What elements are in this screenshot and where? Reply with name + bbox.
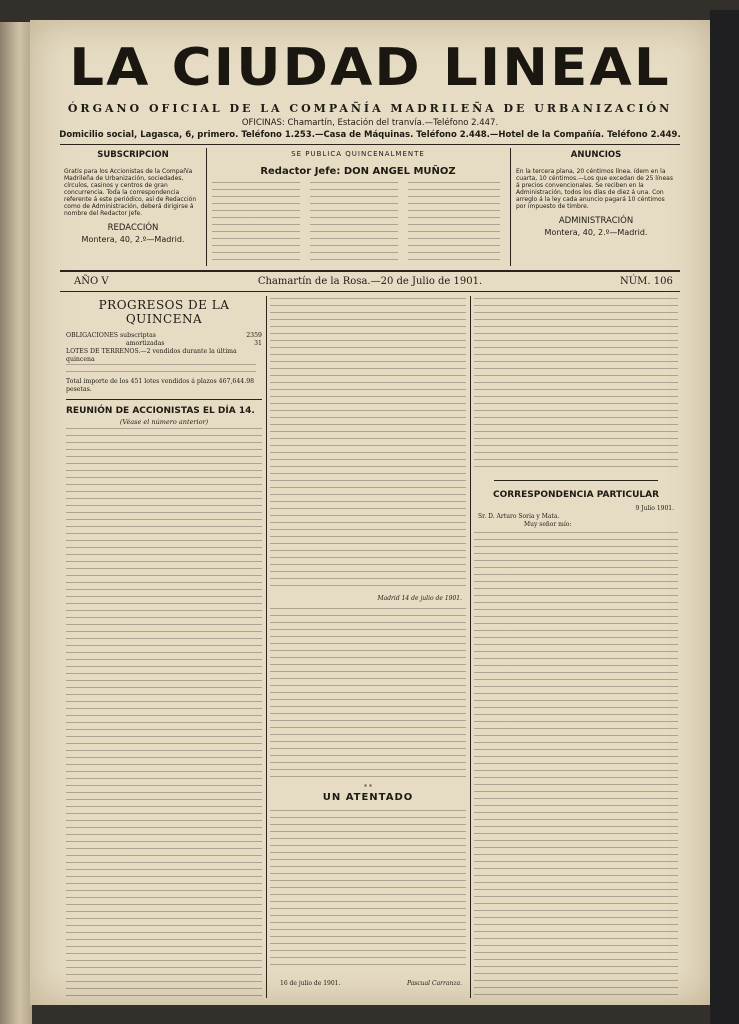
issue-number: NÚM. 106: [620, 276, 673, 287]
column-3-body-top: [474, 298, 678, 473]
center-text-col-2: [310, 182, 398, 266]
column-2-body-mid: [270, 608, 466, 778]
correspondencia-body: [474, 532, 678, 998]
signature: Pascual Carranza.: [406, 980, 462, 987]
sign-date: 16 de julio de 1901.: [280, 980, 341, 987]
progresos-value: 31: [254, 340, 262, 347]
progresos-value: 2359: [246, 332, 262, 339]
admin-address: Montera, 40, 2.º—Madrid.: [544, 228, 648, 237]
redaccion-address: Montera, 40, 2.º—Madrid.: [81, 235, 185, 244]
rule-col3: [494, 480, 658, 481]
vrule-left: [206, 148, 207, 266]
atentado-heading: UN ATENTADO: [322, 792, 414, 803]
subscription-box: [64, 150, 202, 268]
progresos-row: [66, 378, 262, 394]
column-3: [474, 298, 678, 998]
ornament-stars: * *: [364, 784, 372, 791]
place-date: Chamartín de la Rosa.—20 de Julio de 1901.: [257, 276, 483, 287]
column-1: [66, 298, 262, 998]
center-text-col-1: [212, 182, 300, 266]
reunion-heading: REUNIÓN DE ACCIONISTAS EL DÍA 14.: [66, 406, 255, 416]
corr-recipient: Sr. D. Arturo Soria y Mata.: [478, 513, 560, 520]
column-2: [270, 298, 466, 998]
progresos-row: [66, 348, 262, 364]
masthead-offices: OFICINAS: Chamartín, Estación del tranvía.—Teléfono 2.447.: [241, 118, 499, 128]
ads-text: En la tercera plana, 20 céntimos línea. ídem en la cuarta, 10 céntimos.—Los que excedan de 25 líneas á precios convencionales. Se reciben en la Administración, todos los días de diez á una. Con arreglo á la ley cada anuncio pagará 10 céntimos por impuesto de timbre.: [516, 168, 673, 210]
newspaper-page: [30, 20, 710, 1005]
progresos-filler: [66, 364, 256, 378]
reunion-subheading: (Véase el número anterior): [119, 418, 209, 426]
subscription-text: Gratis para los Accionistas de la Compañía Madrileña de Urbanización, sociedades, círculos, casinos y centros de gran concurrencia. Toda la correspondencia referente á este periódico, así de Redacción como de Administración, deberá dirigirse á nombre del Redactor Jefe.: [64, 168, 197, 217]
rule-top: [60, 144, 680, 145]
rule-col1: [66, 399, 262, 400]
ads-box: [516, 150, 676, 268]
column-2-body-top: [270, 298, 466, 588]
editor-in-chief: Redactor Jefe: DON ANGEL MUÑOZ: [260, 166, 456, 177]
corr-date: 9 Julio 1901.: [635, 505, 674, 512]
reunion-body: [66, 428, 262, 998]
corr-greeting: Muy señor mío:: [524, 521, 572, 528]
dark-edge: [710, 10, 739, 1024]
progresos-row: [66, 340, 262, 348]
progresos-label: OBLIGACIONES subscriptas: [66, 332, 156, 339]
progresos-row: [66, 332, 262, 340]
ads-heading: ANUNCIOS: [570, 150, 622, 160]
progresos-label: Total importe de los 451 lotes vendidos á plazos: [66, 378, 217, 385]
redaccion-label: REDACCIÓN: [107, 223, 159, 233]
rule-dateline-bottom: [60, 291, 680, 292]
center-text-col-3: [408, 182, 500, 266]
book-spine: [0, 22, 32, 1024]
vrule-col-2: [470, 296, 471, 998]
rule-dateline-top: [60, 270, 680, 272]
progresos-heading: PROGRESOS DE LA QUINCENA: [98, 298, 230, 326]
atentado-body: [270, 810, 466, 970]
correspondencia-heading: CORRESPONDENCIA PARTICULAR: [492, 490, 660, 500]
vrule-col-1: [266, 296, 267, 998]
publication-frequency: SE PUBLICA QUINCENALMENTE: [291, 150, 425, 158]
progresos-table: [66, 332, 262, 394]
admin-label: ADMINISTRACIÓN: [558, 216, 634, 226]
madrid-date: Madrid 14 de julio de 1901.: [377, 595, 462, 602]
masthead-subtitle: ÓRGANO OFICIAL DE LA COMPAÑÍA MADRILEÑA DE URBANIZACIÓN: [67, 102, 673, 115]
subscription-heading: SUBSCRIPCIÓN: [97, 150, 169, 160]
vrule-right: [510, 148, 511, 266]
masthead-domicile: Domicilio social, Lagasca, 6, primero. Teléfono 1.253.—Casa de Máquinas. Teléfono 2.448.—Hotel de la Compañía. Teléfono 2.449.: [59, 130, 681, 140]
progresos-value: 467,644.98 pesetas.: [66, 378, 255, 393]
progresos-label: amortizadas: [126, 340, 165, 347]
year-label: AÑO V: [74, 276, 109, 287]
center-box: [210, 150, 506, 268]
masthead-title: LA CIUDAD LINEAL: [69, 38, 671, 98]
progresos-label: LOTES DE TERRENOS.—2 vendidos durante la última quincena: [66, 348, 237, 363]
